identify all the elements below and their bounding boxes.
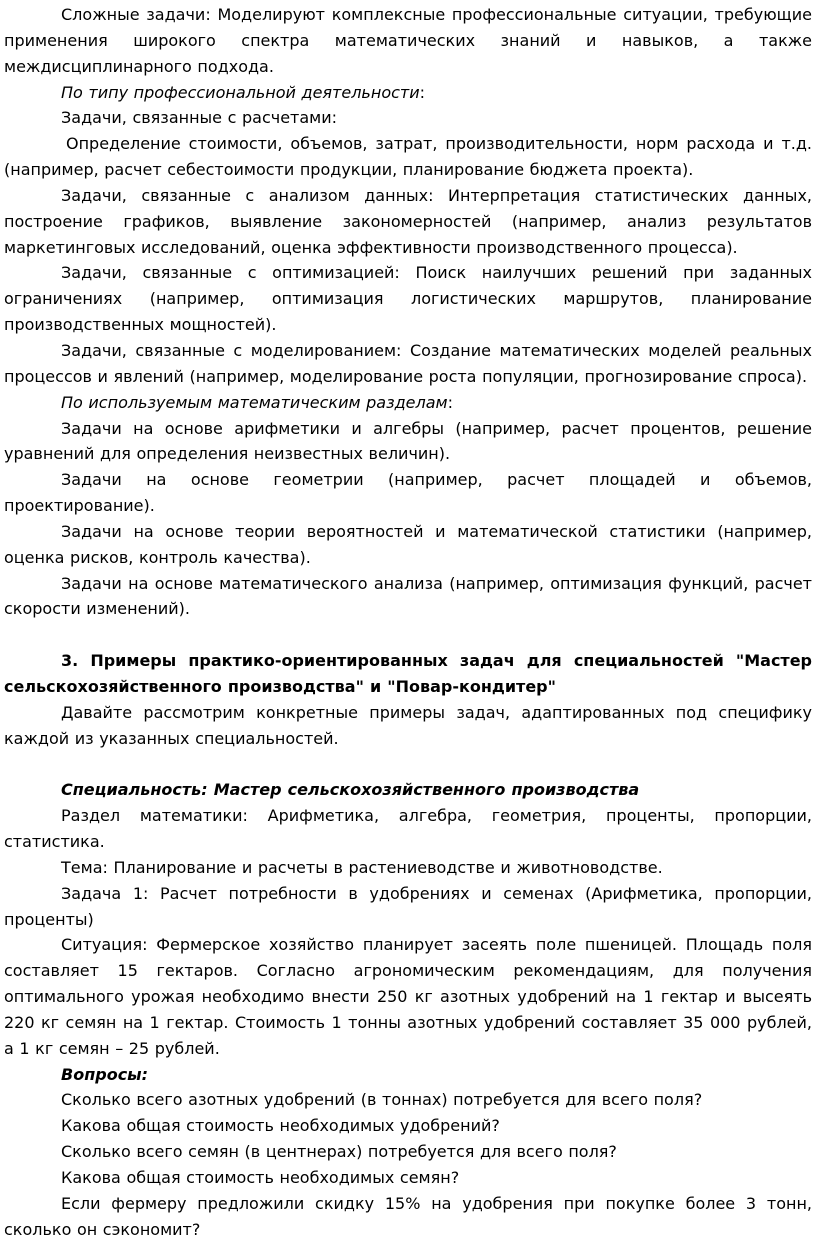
label-suffix: : [447, 392, 453, 412]
paragraph-math-section: Раздел математики: Арифметика, алгебра, геометрия, проценты, пропорции, статистика. [4, 806, 812, 851]
section-heading-3: 3. Примеры практико-ориентированных задач для специальностей "Мастер сельскохозяйственного производства" и "Повар-кондитер" [4, 651, 812, 696]
paragraph-modeling: Задачи, связанные с моделированием: Создание математических моделей реальных процессов и явлений (например, моделирование роста популяции, прогнозирование спроса). [4, 340, 812, 386]
label-by-math-sections [4, 390, 812, 416]
paragraph-probability: Задачи на основе теории вероятностей и математической статистики (например, оценка рисков, контроль качества). [4, 521, 812, 567]
paragraph-calc-definition: Определение стоимости, объемов, затрат, производительности, норм расхода и т.д. (например, расчет себестоимости продукции, планирование бюджета проекта). [4, 134, 812, 180]
paragraph-data-analysis: Задачи, связанные с анализом данных: Интерпретация статистических данных, построение графиков, выявление закономерностей (например, анализ результатов маркетинговых исследований, оценка эффективности производственного процесса). [4, 185, 812, 257]
paragraph-calc-tasks: Задачи, связанные с расчетами: [61, 108, 338, 128]
question-4: Какова общая стоимость необходимых семян? [61, 1167, 460, 1187]
question-3: Сколько всего семян (в центнерах) потребуется для всего поля? [61, 1142, 617, 1162]
subheading-specialty: Специальность: Мастер сельскохозяйственного производства [61, 780, 640, 800]
blank-line [4, 622, 812, 648]
paragraph-geometry: Задачи на основе геометрии (например, расчет площадей и объемов, проектирование). [4, 470, 812, 516]
paragraph-task-1: Задача 1: Расчет потребности в удобрениях и семенах (Арифметика, пропорции, проценты) [4, 883, 812, 929]
paragraph-topic: Тема: Планирование и расчеты в растениеводстве и животноводстве. [61, 857, 663, 877]
paragraph-analysis: Задачи на основе математического анализа (например, оптимизация функций, расчет скорости изменений). [4, 573, 812, 619]
question-2: Какова общая стоимость необходимых удобрений? [61, 1116, 500, 1136]
paragraph-situation: Ситуация: Фермерское хозяйство планирует засеять поле пшеницей. Площадь поля составляет 15 гектаров. Согласно агрономическим рекомендациям, для получения оптимального урожая необходимо внести 250 кг азотных удобрений на 1 гектар и высеять 220 кг семян на 1 гектар. Стоимость 1 тонны азотных удобрений составляет 35 000 рублей, а 1 кг семян – 25 рублей. [4, 935, 812, 1058]
label-by-profession-type-text: По типу профессиональной деятельности [61, 82, 420, 102]
question-5: Если фермеру предложили скидку 15% на удобрения при покупке более 3 тонн, сколько он сэкономит? [4, 1193, 812, 1239]
paragraph-arithmetic-algebra: Задачи на основе арифметики и алгебры (например, расчет процентов, решение уравнений для определения неизвестных величин). [4, 418, 812, 464]
question-1: Сколько всего азотных удобрений (в тоннах) потребуется для всего поля? [61, 1090, 703, 1110]
label-suffix: : [419, 82, 426, 102]
label-by-math-sections-text: По используемым математическим разделам [61, 392, 448, 412]
paragraph-optimization: Задачи, связанные с оптимизацией: Поиск наилучших решений при заданных ограничениях (например, оптимизация логистических маршрутов, планирование производственных мощностей). [4, 263, 812, 335]
paragraph-complex-tasks: Сложные задачи: Моделируют комплексные профессиональные ситуации, требующие применения широкого спектра математических знаний и навыков, а также междисциплинарного подхода. [4, 5, 812, 76]
paragraph-intro-examples: Давайте рассмотрим конкретные примеры задач, адаптированных под специфику каждой из указанных специальностей. [4, 702, 812, 748]
blank-line [4, 751, 812, 777]
subheading-questions: Вопросы: [61, 1064, 149, 1084]
label-by-profession-type [4, 80, 812, 106]
